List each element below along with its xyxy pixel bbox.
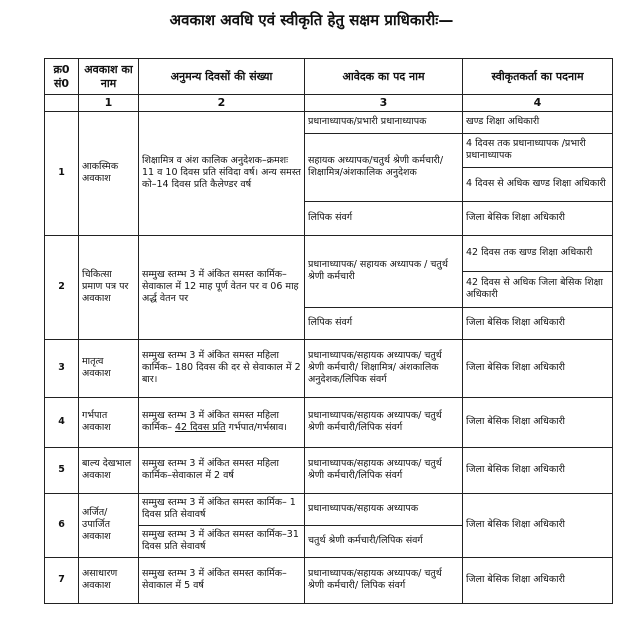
leave-name: गर्भपात अवकाश <box>79 397 139 447</box>
row-number: 1 <box>45 111 79 235</box>
sanctioning-authority: जिला बेसिक शिक्षा अधिकारी <box>463 493 613 557</box>
table-row <box>45 557 613 603</box>
sanctioning-authority: खण्ड शिक्षा अधिकारी <box>463 111 613 133</box>
leave-name: अर्जित/ उपार्जित अवकाश <box>79 493 139 557</box>
leave-name: आकस्मिक अवकाश <box>79 111 139 235</box>
column-number-blank <box>45 95 79 112</box>
sanctioning-authority: 4 दिवस तक प्रधानाध्यापक /प्रभारी प्रधानाध्यापक <box>463 133 613 167</box>
allowed-days: सम्मुख स्तम्भ 3 में अंकित समस्त कार्मिक–सेवाकाल में 12 माह पूर्ण वेतन पर व 06 माह अर्द्ध वेतन पर <box>139 235 305 339</box>
sanctioning-authority: जिला बेसिक शिक्षा अधिकारी <box>463 339 613 397</box>
applicant-post: लिपिक संवर्ग <box>305 201 463 235</box>
header-leave-name: अवकाश का नाम <box>79 59 139 95</box>
row-number: 7 <box>45 557 79 603</box>
sanctioning-authority: जिला बेसिक शिक्षा अधिकारी <box>463 307 613 339</box>
allowed-days: सम्मुख स्तम्भ 3 में अंकित समस्त कार्मिक–31 दिवस प्रति सेवावर्ष <box>139 525 305 557</box>
allowed-days: शिक्षामित्र व अंश कालिक अनुदेशक–क्रमशः 11 व 10 दिवस प्रति संविदा वर्ष। अन्य समस्त को–14 दिवस प्रति कैलेण्डर वर्ष <box>139 111 305 235</box>
page-title: अवकाश अवधि एवं स्वीकृति हेतु सक्षम प्राधिकारीः— <box>169 11 454 29</box>
days-underlined: 42 दिवस प्रति <box>174 422 226 434</box>
applicant-post: प्रधानाध्यापक/सहायक अध्यापक/ चतुर्थ श्रेणी कर्मचारी/लिपिक संवर्ग <box>305 397 463 447</box>
table-row <box>45 235 613 271</box>
header-sno: क्र0 सं0 <box>45 59 79 95</box>
allowed-days: सम्मुख स्तम्भ 3 में अंकित समस्त कार्मिक– 1 दिवस प्रति सेवावर्ष <box>139 493 305 525</box>
row-number: 3 <box>45 339 79 397</box>
leave-authority-table <box>44 58 613 604</box>
table-row <box>45 447 613 493</box>
sanctioning-authority: 42 दिवस तक खण्ड शिक्षा अधिकारी <box>463 235 613 271</box>
applicant-post: प्रधानाध्यापक/सहायक अध्यापक/ चतुर्थ श्रेणी कर्मचारी/ लिपिक संवर्ग <box>305 557 463 603</box>
column-number-row <box>45 95 613 112</box>
leave-name: मातृत्व अवकाश <box>79 339 139 397</box>
table-row <box>45 397 613 447</box>
header-applicant-post: आवेदक का पद नाम <box>305 59 463 95</box>
row-number: 4 <box>45 397 79 447</box>
column-number-2: 2 <box>139 95 305 112</box>
sanctioning-authority: जिला बेसिक शिक्षा अधिकारी <box>463 447 613 493</box>
table-row <box>45 493 613 525</box>
days-text-end: गर्भपात/गर्भस्राव। <box>225 422 287 434</box>
leave-name: चिकित्सा प्रमाण पत्र पर अवकाश <box>79 235 139 339</box>
applicant-post: प्रधानाध्यापक/सहायक अध्यापक/ चतुर्थ श्रेणी कर्मचारी/लिपिक संवर्ग <box>305 447 463 493</box>
applicant-post: चतुर्थ श्रेणी कर्मचारी/लिपिक संवर्ग <box>305 525 463 557</box>
allowed-days: सम्मुख स्तम्भ 3 में अंकित समस्त महिला कार्मिक– 180 दिवस की दर से सेवाकाल में 2 बार। <box>139 339 305 397</box>
column-number-3: 3 <box>305 95 463 112</box>
applicant-post: प्रधानाध्यापक/प्रभारी प्रधानाध्यापक <box>305 111 463 133</box>
column-number-4: 4 <box>463 95 613 112</box>
days-text: सम्मुख स्तम्भ 3 में अंकित समस्त महिला कार्मिक– <box>142 410 279 434</box>
applicant-post: प्रधानाध्यापक/ सहायक अध्यापक / चतुर्थ श्रेणी कर्मचारी <box>305 235 463 307</box>
allowed-days: सम्मुख स्तम्भ 3 में अंकित समस्त महिला कार्मिक–सेवाकाल में 2 वर्ष <box>139 447 305 493</box>
leave-name: असाधारण अवकाश <box>79 557 139 603</box>
header-sanctioning-authority: स्वीकृतकर्ता का पदनाम <box>463 59 613 95</box>
applicant-post: सहायक अध्यापक/चतुर्थ श्रेणी कर्मचारी/शिक्षामित्र/अंशकालिक अनुदेशक <box>305 133 463 201</box>
table-row <box>45 339 613 397</box>
leave-name: बाल्य देखभाल अवकाश <box>79 447 139 493</box>
allowed-days <box>139 397 305 447</box>
row-number: 5 <box>45 447 79 493</box>
allowed-days: सम्मुख स्तम्भ 3 में अंकित समस्त कार्मिक– सेवाकाल में 5 वर्ष <box>139 557 305 603</box>
applicant-post: प्रधानाध्यापक/सहायक अध्यापक <box>305 493 463 525</box>
row-number: 6 <box>45 493 79 557</box>
applicant-post: लिपिक संवर्ग <box>305 307 463 339</box>
sanctioning-authority: जिला बेसिक शिक्षा अधिकारी <box>463 397 613 447</box>
sanctioning-authority: 4 दिवस से अधिक खण्ड शिक्षा अधिकारी <box>463 167 613 201</box>
table-row <box>45 111 613 133</box>
applicant-post: प्रधानाध्यापक/सहायक अध्यापक/ चतुर्थ श्रेणी कर्मचारी/ शिक्षामित्र/ अंशकालिक अनुदेशक/लिपिक संवर्ग <box>305 339 463 397</box>
sanctioning-authority: 42 दिवस से अधिक जिला बेसिक शिक्षा अधिकारी <box>463 271 613 307</box>
header-row <box>45 59 613 95</box>
header-days: अनुमन्य दिवसों की संख्या <box>139 59 305 95</box>
sanctioning-authority: जिला बेसिक शिक्षा अधिकारी <box>463 201 613 235</box>
column-number-1: 1 <box>79 95 139 112</box>
sanctioning-authority: जिला बेसिक शिक्षा अधिकारी <box>463 557 613 603</box>
row-number: 2 <box>45 235 79 339</box>
